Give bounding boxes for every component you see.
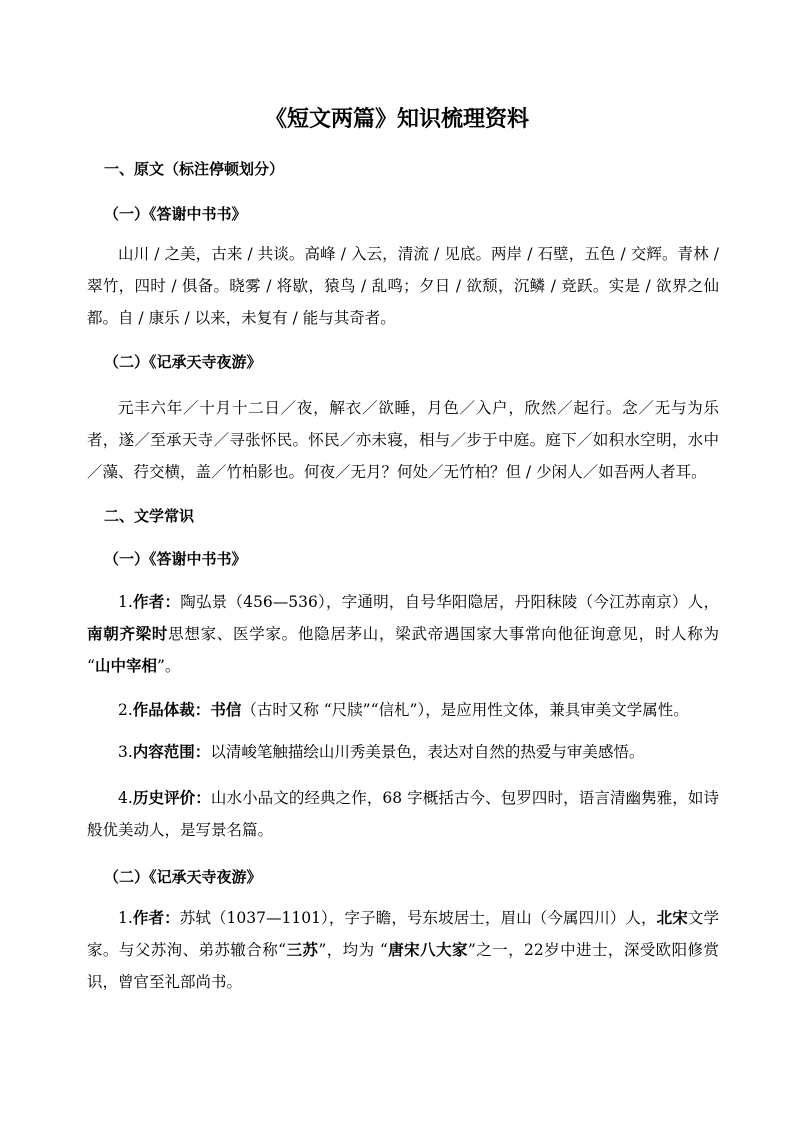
item-emphasis: 山中宰相 bbox=[94, 656, 157, 675]
subheading-da-xie-zhong-shu-shu: （一）《答谢中书书》 bbox=[104, 205, 247, 223]
item-emphasis: 三苏 bbox=[286, 940, 319, 959]
item-number: 1. bbox=[118, 593, 133, 611]
subheading-da-xie-zhong-shu-shu-2: （一）《答谢中书书》 bbox=[104, 550, 247, 568]
subheading-ji-cheng-tian-si-ye-you-2: （二）《记承天寺夜游》 bbox=[104, 868, 262, 886]
item-label: 作者： bbox=[132, 908, 180, 927]
item-text: 文学家。与父苏洵、弟苏辙合称“ bbox=[87, 909, 719, 959]
item-historical-evaluation bbox=[87, 782, 719, 846]
item-label: 历史评价： bbox=[132, 788, 211, 807]
item-text: 苏轼（1037—1101），字子瞻，号东坡居士，眉山（今属四川）人， bbox=[179, 909, 657, 927]
item-text: 山水小品文的经典之作，68 字概括古今、包罗四时，语言清幽隽雅，如诗般优美动人，是写景名篇。 bbox=[87, 789, 719, 839]
paragraph-original-text-1: 山川 / 之美，古来 / 共谈。高峰 / 入云，清流 / 见底。两岸 / 石壁，五色 / 交辉。青林 / 翠竹，四时 / 俱备。晓雾 / 将歇，猿鸟 / 乱鸣；夕日 / 欲颓，沉鳞 / 竞跃。实是 / 欲界之仙都。自 / 康乐 / 以来，未复有 / 能与其奇者。 bbox=[87, 245, 719, 327]
item-emphasis: 唐宋八大家 bbox=[387, 940, 468, 959]
item-number: 4. bbox=[118, 789, 133, 807]
paragraph-original-text-2: 元丰六年／十月十二日／夜，解衣／欲睡，月色／入户，欣然／起行。念／无与为乐者，遂／至承天寺／寻张怀民。怀民／亦未寝，相与／步于中庭。庭下／如积水空明，水中／藻、荇交横，盖／竹柏影也。何夜／无月？何处／无竹柏？但 / 少闲人／如吾两人者耳。 bbox=[87, 399, 719, 481]
item-emphasis: 书信 bbox=[210, 700, 242, 719]
page-title: 《短文两篇》知识梳理资料 bbox=[264, 106, 529, 132]
section-heading-original-text: 一、原文（标注停顿划分） bbox=[104, 160, 285, 178]
item-emphasis: 南朝齐梁时 bbox=[87, 624, 169, 643]
item-author-su-shi bbox=[87, 902, 719, 998]
item-number: 1. bbox=[118, 909, 133, 927]
item-emphasis: 北宋 bbox=[656, 908, 688, 927]
item-text: ”，均为 “ bbox=[318, 941, 388, 959]
item-text: 以清峻笔触描绘山川秀美景色，表达对自然的热爱与审美感悟。 bbox=[210, 743, 645, 761]
item-label: 作者： bbox=[132, 592, 181, 611]
item-text: ”之一，22岁中进士，深受欧阳修赏识，曾官至礼部尚书。 bbox=[87, 941, 719, 991]
item-text: 思想家、医学家。他隐居茅山，梁武帝遇国家大事常向他征询意见，时人称为 “ bbox=[87, 625, 719, 675]
item-genre bbox=[87, 694, 719, 726]
item-label: 内容范围： bbox=[132, 742, 211, 761]
item-number: 3. bbox=[118, 743, 133, 761]
subheading-ji-cheng-tian-si-ye-you: （二）《记承天寺夜游》 bbox=[104, 353, 262, 371]
item-author-tao-hongjing bbox=[87, 586, 719, 682]
item-content-scope bbox=[87, 736, 719, 768]
section-heading-literary-knowledge: 二、文学常识 bbox=[104, 507, 195, 525]
item-label: 作品体裁： bbox=[132, 700, 211, 719]
item-number: 2. bbox=[118, 701, 133, 719]
item-text: ”。 bbox=[156, 657, 181, 675]
item-text: 陶弘景（456—536），字通明，自号华阳隐居，丹阳秣陵（今江苏南京）人， bbox=[180, 593, 719, 611]
item-text: （古时又称 “尺牍”“信札”），是应用性文体，兼具审美文学属性。 bbox=[241, 701, 689, 719]
